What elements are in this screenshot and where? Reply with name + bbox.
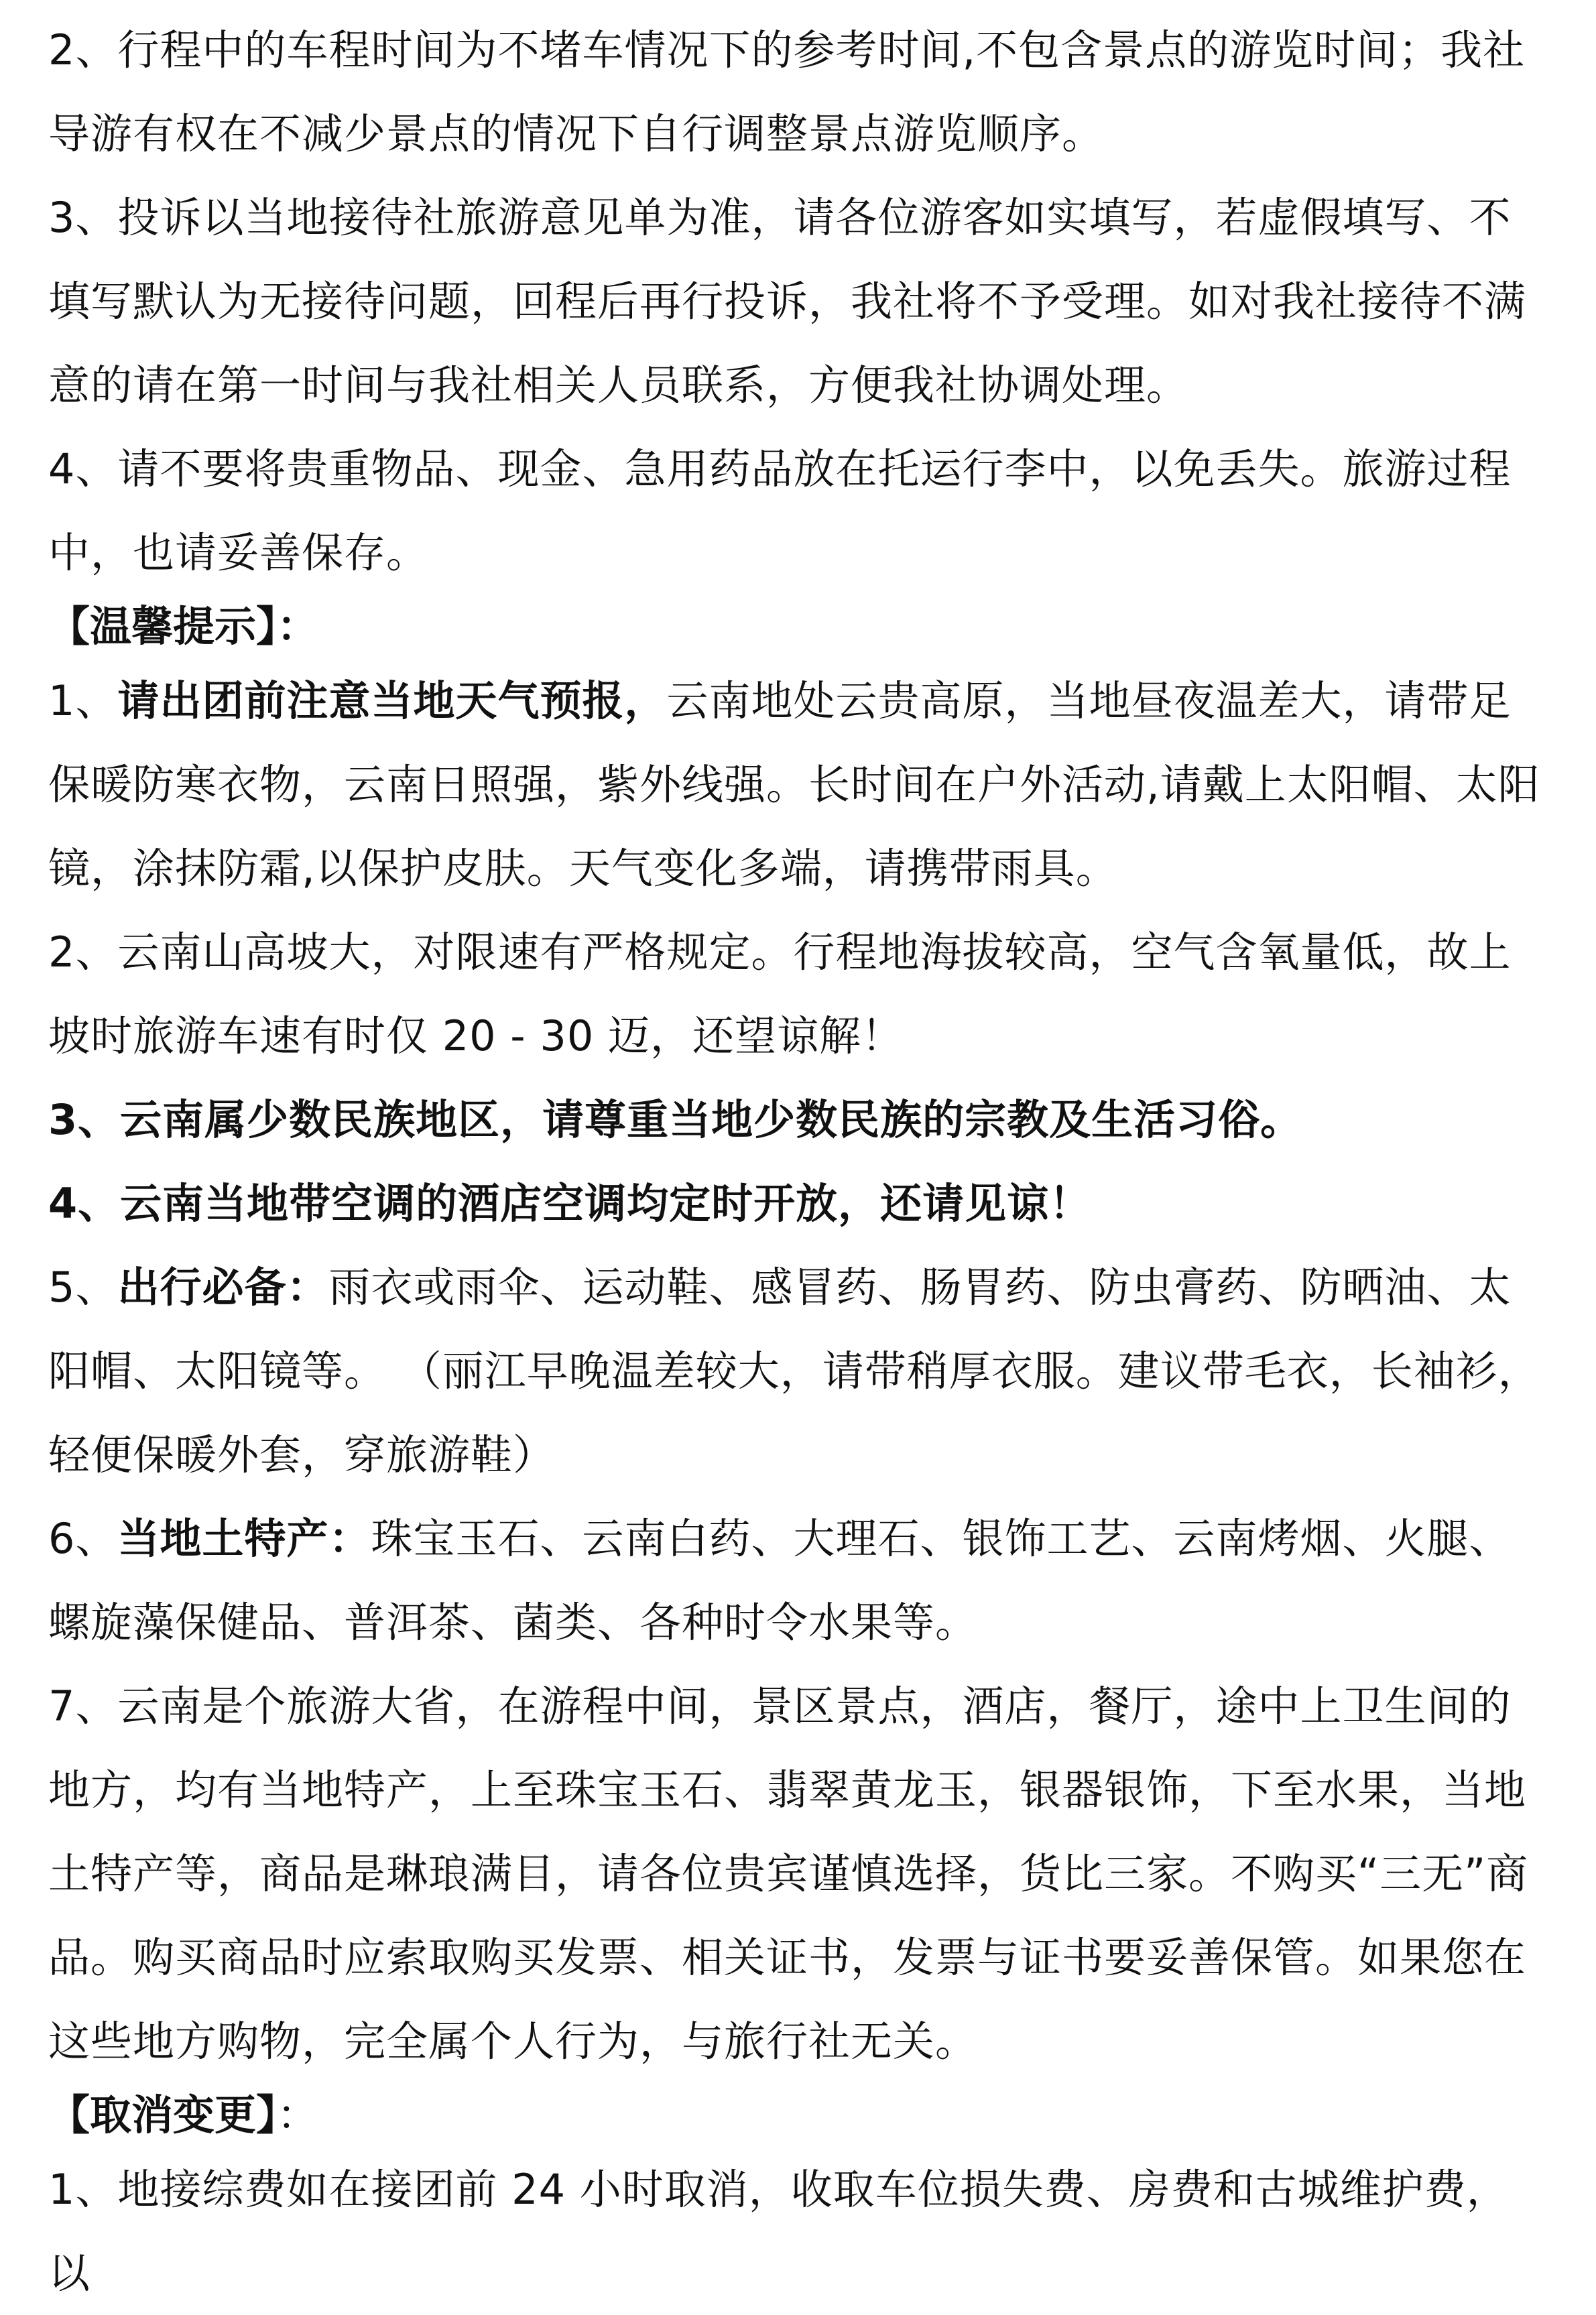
- tips-heading: [48, 595, 1549, 659]
- tip-text: 珠宝玉石、云南白药、大理石、银饰工艺、云南烤烟、火腿、螺旋藻保健品、普洱茶、菌类、各种时令水果等。: [48, 1514, 1512, 1647]
- note-text: 行程中的车程时间为不堵车情况下的参考时间,不包含景点的游览时间；我社导游有权在不减少景点的情况下自行调整景点游览顺序。: [48, 25, 1526, 158]
- tip-text: 云南地处云贵高原，当地昼夜温差大，请带足保暖防寒衣物，云南日照强，紫外线强。长时间在户外活动,请戴上太阳帽、太阳镜，涂抹防霜,以保护皮肤。天气变化多端，请携带雨具。: [48, 676, 1540, 893]
- tip-number: 2、: [48, 928, 118, 977]
- tip-number: 6、: [48, 1514, 118, 1563]
- tip-item-6: [48, 1497, 1549, 1664]
- tip-number: 7、: [48, 1682, 118, 1731]
- tip-item-7: [48, 1664, 1549, 2083]
- cancel-number: 1、: [48, 2165, 118, 2214]
- tip-number: 4、: [48, 1179, 121, 1228]
- tip-text: 云南山高坡大，对限速有严格规定。行程地海拔较高，空气含氧量低，故上坡时旅游车速有时仅 20 - 30 迈，还望谅解！: [48, 928, 1512, 1060]
- tip-number: 5、: [48, 1263, 118, 1312]
- tip-text: 云南是个旅游大省，在游程中间，景区景点，酒店，餐厅，途中上卫生间的地方，均有当地特产，上至珠宝玉石、翡翠黄龙玉，银器银饰，下至水果，当地土特产等，商品是琳琅满目，请各位贵宾谨慎选择，货比三家。不购买“三无”商品。购买商品时应索取购买发票、相关证书，发票与证书要妥善保管。如果您在这些地方购物，完全属个人行为，与旅行社无关。: [48, 1682, 1529, 2066]
- tips-heading-text: 【温馨提示】: [48, 602, 278, 651]
- tip-item-3: [48, 1078, 1549, 1162]
- top-spacer: [48, 0, 1549, 8]
- note-number: 2、: [48, 25, 118, 74]
- note-item-4: [48, 427, 1549, 595]
- cancel-item-1: [48, 2147, 1549, 2315]
- tip-number: 3、: [48, 1095, 121, 1144]
- tip-bold-text: 出行必备：: [117, 1263, 329, 1312]
- tip-bold-text: 云南属少数民族地区，请尊重当地少数民族的宗教及生活习俗。: [120, 1095, 1303, 1144]
- tip-item-1: [48, 659, 1549, 910]
- tip-item-4: [48, 1162, 1549, 1245]
- note-item-2: [48, 8, 1549, 176]
- note-number: 4、: [48, 444, 118, 493]
- tip-bold-text: 云南当地带空调的酒店空调均定时开放，还请见谅！: [120, 1179, 1092, 1228]
- tip-item-2: [48, 910, 1549, 1078]
- cancel-text: 地接综费如在接团前 24 小时取消，收取车位损失费、房费和古城维护费，以: [48, 2165, 1509, 2298]
- note-text: 投诉以当地接待社旅游意见单为准，请各位游客如实填写，若虚假填写、不填写默认为无接待问题，回程后再行投诉，我社将不予受理。如对我社接待不满意的请在第一时间与我社相关人员联系，方便我社协调处理。: [48, 193, 1527, 410]
- tip-text: 雨衣或雨伞、运动鞋、感冒药、肠胃药、防虫膏药、防晒油、太阳帽、太阳镜等。 （丽江早晚温差较大，请带稍厚衣服。建议带毛衣，长袖衫，轻便保暖外套，穿旅游鞋）: [48, 1263, 1540, 1479]
- note-text: 请不要将贵重物品、现金、急用药品放在托运行李中，以免丢失。旅游过程中，也请妥善保存。: [48, 444, 1512, 577]
- cancel-heading-colon: ：: [277, 2090, 319, 2139]
- note-number: 3、: [48, 193, 118, 242]
- tip-bold-text: 当地土特产：: [117, 1514, 371, 1563]
- tip-item-5: [48, 1245, 1549, 1497]
- cancel-heading-text: 【取消变更】: [48, 2090, 278, 2139]
- cancel-heading: [48, 2083, 1549, 2147]
- note-item-3: [48, 176, 1549, 427]
- tip-bold-text: 请出团前注意当地天气预报，: [117, 676, 667, 725]
- tip-number: 1、: [48, 676, 118, 725]
- tips-heading-colon: ：: [277, 602, 319, 651]
